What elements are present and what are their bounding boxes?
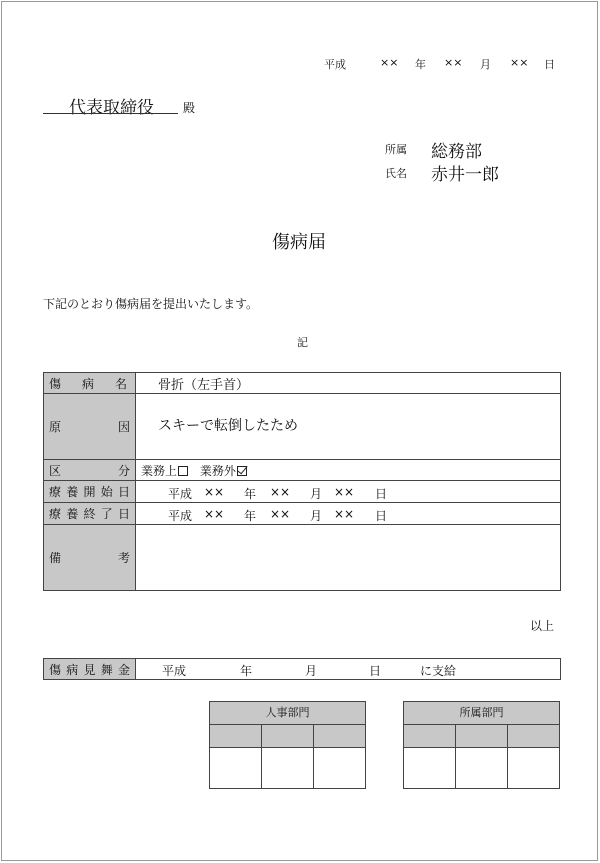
cause-label: [44, 394, 136, 460]
own-stamp-header-row: [404, 725, 559, 748]
recipient-honorific: 殿: [183, 101, 196, 115]
sick-pay-label: [44, 659, 136, 680]
header-month-value: ××: [444, 56, 463, 69]
sick-pay-row: [44, 659, 561, 680]
start-year-label: 年: [244, 487, 257, 501]
start-label-char: 始: [100, 485, 113, 499]
stamp-cell: [210, 725, 262, 748]
start-date: [136, 481, 561, 503]
sick-pay-year-label: 年: [240, 664, 253, 678]
table-row-remarks: [44, 525, 561, 591]
own-dept-stamp-box: [403, 701, 560, 789]
end-label-char: 療: [49, 507, 62, 521]
stamp-cell[interactable]: [210, 748, 262, 788]
end-year-value: ××: [204, 507, 225, 521]
sick-pay-day-label: 日: [369, 664, 382, 678]
illness-label-char: 名: [114, 376, 127, 391]
table-row-cause: [44, 394, 561, 460]
stamp-cell[interactable]: [404, 748, 456, 788]
illness-label: [44, 373, 136, 394]
sender-dept: 総務部: [431, 142, 482, 162]
sick-pay-label-char: 舞: [100, 662, 113, 677]
start-label-char: 開: [83, 485, 96, 499]
sick-pay-month-label: 月: [305, 664, 318, 678]
header-day-label: 日: [544, 58, 555, 71]
start-month-label: 月: [310, 487, 323, 501]
end-era: 平成: [168, 509, 193, 523]
document-page: [1, 1, 598, 861]
recipient-name: 代表取締役: [69, 98, 154, 118]
end-month-value: ××: [270, 507, 291, 521]
document-title: 傷病届: [272, 232, 326, 253]
header-year-label: 年: [415, 58, 426, 71]
sender-dept-label: 所属: [385, 143, 407, 156]
sick-pay-era: 平成: [162, 664, 187, 678]
class-label-char: 区: [49, 463, 62, 478]
illness-value: 骨折（左手首）: [136, 373, 561, 394]
recipient-underline: [43, 113, 178, 114]
sick-pay-label-char: 病: [66, 662, 79, 677]
sick-pay-label-char: 見: [83, 662, 96, 677]
header-era: 平成: [324, 58, 346, 71]
end-date: [136, 503, 561, 525]
table-row-end: [44, 503, 561, 525]
end-day-value: ××: [334, 507, 355, 521]
sick-pay-table: [43, 658, 561, 680]
end-label-char: 了: [100, 507, 113, 521]
sender-name: 赤井一郎: [431, 165, 499, 185]
end-label: [44, 503, 136, 525]
on-duty-label: 業務上: [141, 463, 178, 478]
end-year-label: 年: [244, 509, 257, 523]
stamp-cell: [456, 725, 508, 748]
stamp-cell[interactable]: [456, 748, 508, 788]
hr-stamp-row: [210, 748, 365, 788]
cause-label-char: 原: [49, 420, 62, 434]
start-month-value: ××: [270, 485, 291, 499]
start-label: [44, 481, 136, 503]
start-day-value: ××: [334, 485, 355, 499]
intro-text: 下記のとおり傷病届を提出いたします。: [43, 297, 259, 311]
off-duty-checkbox[interactable]: [237, 466, 247, 476]
remarks-label-char: 考: [117, 551, 130, 565]
stamp-cell: [314, 725, 365, 748]
end-label-char: 日: [117, 507, 130, 521]
start-label-char: 養: [66, 485, 79, 499]
sick-pay-label-char: 傷: [49, 662, 62, 677]
cause-value: スキーで転倒したため: [136, 394, 561, 460]
start-label-char: 療: [49, 485, 62, 499]
sick-pay-paid-text: に支給: [420, 664, 457, 678]
stamp-cell: [404, 725, 456, 748]
stamp-cell[interactable]: [262, 748, 314, 788]
hr-stamp-header-row: [210, 725, 365, 748]
header-day-value: ××: [510, 56, 529, 69]
class-label: [44, 460, 136, 481]
sender-name-label: 氏名: [385, 167, 407, 180]
ijou-text: 以上: [530, 619, 555, 633]
on-duty-checkbox[interactable]: [178, 466, 188, 476]
hr-stamp-box: [209, 701, 366, 789]
end-label-char: 養: [66, 507, 79, 521]
own-dept-title: 所属部門: [404, 702, 559, 725]
start-day-label: 日: [375, 487, 388, 501]
header-month-label: 月: [480, 58, 491, 71]
sick-pay-date: [136, 659, 561, 680]
cause-label-char: 因: [117, 420, 130, 434]
header-year-value: ××: [380, 56, 399, 69]
stamp-cell[interactable]: [314, 748, 365, 788]
remarks-label-char: 備: [49, 551, 62, 565]
remarks-label: [44, 525, 136, 591]
start-label-char: 日: [117, 485, 130, 499]
remarks-value[interactable]: [136, 525, 561, 591]
end-label-char: 終: [83, 507, 96, 521]
end-day-label: 日: [375, 509, 388, 523]
table-row-illness: [44, 373, 561, 394]
class-label-char: 分: [117, 463, 130, 478]
illness-label-char: 傷: [49, 376, 62, 391]
end-month-label: 月: [310, 509, 323, 523]
report-table: [43, 372, 561, 591]
own-stamp-row: [404, 748, 559, 788]
header-date: [2, 56, 599, 70]
start-era: 平成: [168, 487, 193, 501]
ki-heading: 記: [297, 336, 308, 349]
start-year-value: ××: [204, 485, 225, 499]
off-duty-label: 業務外: [199, 463, 236, 478]
illness-label-char: 病: [81, 376, 94, 391]
sick-pay-label-char: 金: [117, 662, 130, 677]
hr-dept-title: 人事部門: [210, 702, 365, 725]
table-row-class: [44, 460, 561, 481]
stamp-cell[interactable]: [508, 748, 559, 788]
class-value: [136, 460, 561, 481]
table-row-start: [44, 481, 561, 503]
stamp-cell: [262, 725, 314, 748]
stamp-cell: [508, 725, 559, 748]
